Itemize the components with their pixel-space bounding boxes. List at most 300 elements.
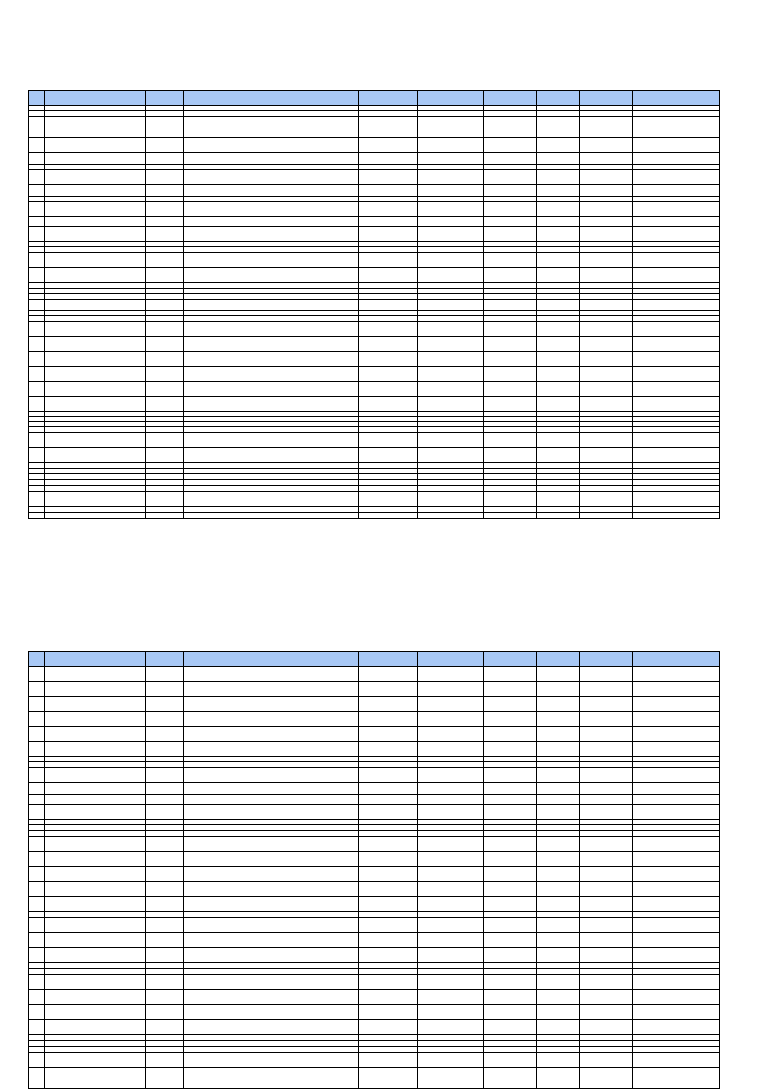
table-cell <box>418 513 484 519</box>
table-header-row <box>29 91 720 106</box>
header-cell <box>359 91 418 106</box>
table-cell <box>484 253 537 268</box>
table-cell <box>184 727 359 742</box>
table-cell <box>45 852 146 867</box>
table-cell <box>537 170 580 185</box>
table-cell <box>537 975 580 990</box>
table-cell <box>580 185 633 197</box>
table-cell <box>537 1068 580 1089</box>
table-cell <box>537 837 580 852</box>
table-cell <box>580 513 633 519</box>
table-cell <box>146 667 184 682</box>
table-cell <box>146 253 184 268</box>
table-cell <box>418 783 484 795</box>
table-cell <box>418 138 484 153</box>
table-cell <box>29 352 45 367</box>
table-row <box>29 667 720 682</box>
table-cell <box>45 918 146 933</box>
table-cell <box>418 448 484 463</box>
table-cell <box>633 882 720 897</box>
table-cell <box>633 990 720 1005</box>
table-cell <box>580 1020 633 1035</box>
table-cell <box>580 492 633 507</box>
table-row <box>29 795 720 805</box>
table-cell <box>418 433 484 448</box>
table-cell <box>29 397 45 412</box>
table-cell <box>484 768 537 783</box>
table-cell <box>359 433 418 448</box>
table-cell <box>484 513 537 519</box>
table-cell <box>184 742 359 757</box>
table-cell <box>537 217 580 227</box>
header-cell <box>537 91 580 106</box>
header-cell <box>633 91 720 106</box>
table-cell <box>633 852 720 867</box>
table-cell <box>484 795 537 805</box>
table-cell <box>633 697 720 712</box>
data-table-2 <box>28 651 720 1089</box>
table-cell <box>537 795 580 805</box>
table-cell <box>580 448 633 463</box>
table-cell <box>537 727 580 742</box>
table-cell <box>29 697 45 712</box>
table-cell <box>184 117 359 138</box>
table-cell <box>359 897 418 912</box>
table-cell <box>418 1005 484 1020</box>
table-cell <box>184 513 359 519</box>
table-row <box>29 185 720 197</box>
table-row <box>29 918 720 933</box>
table-cell <box>633 727 720 742</box>
table-row <box>29 805 720 820</box>
table-row <box>29 337 720 352</box>
table-cell <box>537 117 580 138</box>
table-cell <box>537 185 580 197</box>
table-cell <box>418 682 484 697</box>
table-cell <box>184 337 359 352</box>
table-cell <box>184 990 359 1005</box>
table-cell <box>418 382 484 397</box>
table-row <box>29 367 720 382</box>
table-cell <box>418 1020 484 1035</box>
table-cell <box>537 433 580 448</box>
table-cell <box>537 253 580 268</box>
table-cell <box>633 1020 720 1035</box>
table-cell <box>184 367 359 382</box>
table-cell <box>184 682 359 697</box>
table-cell <box>537 227 580 242</box>
table-cell <box>580 948 633 963</box>
table-header-row <box>29 652 720 667</box>
table-cell <box>484 990 537 1005</box>
table-cell <box>418 202 484 217</box>
table-cell <box>418 742 484 757</box>
table-cell <box>580 322 633 337</box>
table-cell <box>580 975 633 990</box>
table-cell <box>359 852 418 867</box>
table-cell <box>29 990 45 1005</box>
table-cell <box>146 185 184 197</box>
table-cell <box>484 352 537 367</box>
table-cell <box>146 1020 184 1035</box>
table-cell <box>418 217 484 227</box>
table-cell <box>45 682 146 697</box>
table-cell <box>146 382 184 397</box>
table-cell <box>359 712 418 727</box>
header-cell <box>29 91 45 106</box>
table-cell <box>359 948 418 963</box>
table-cell <box>184 492 359 507</box>
table-cell <box>146 712 184 727</box>
table-cell <box>29 933 45 948</box>
table-cell <box>537 202 580 217</box>
table-cell <box>418 253 484 268</box>
table-cell <box>580 337 633 352</box>
table-cell <box>418 1053 484 1068</box>
table-cell <box>418 322 484 337</box>
table-cell <box>580 795 633 805</box>
table-cell <box>633 667 720 682</box>
data-table-1 <box>28 90 720 519</box>
table-cell <box>633 837 720 852</box>
table-cell <box>484 448 537 463</box>
table-cell <box>45 433 146 448</box>
table-cell <box>580 217 633 227</box>
table-cell <box>29 153 45 165</box>
header-cell <box>45 91 146 106</box>
table-row <box>29 253 720 268</box>
table-cell <box>633 513 720 519</box>
table-cell <box>359 153 418 165</box>
table-cell <box>45 783 146 795</box>
table-cell <box>45 742 146 757</box>
table-cell <box>146 805 184 820</box>
table-cell <box>418 897 484 912</box>
table-cell <box>537 492 580 507</box>
table-cell <box>146 397 184 412</box>
table-cell <box>484 433 537 448</box>
table-cell <box>184 1005 359 1020</box>
table-cell <box>45 667 146 682</box>
table-cell <box>184 153 359 165</box>
table-cell <box>537 897 580 912</box>
table-cell <box>359 837 418 852</box>
table-cell <box>45 712 146 727</box>
table-cell <box>146 202 184 217</box>
table-cell <box>484 682 537 697</box>
table-cell <box>484 217 537 227</box>
table-cell <box>484 185 537 197</box>
table-cell <box>484 138 537 153</box>
table-cell <box>633 712 720 727</box>
table-cell <box>484 867 537 882</box>
table-cell <box>45 117 146 138</box>
table-row <box>29 202 720 217</box>
table-cell <box>418 185 484 197</box>
table-cell <box>359 727 418 742</box>
table-cell <box>418 712 484 727</box>
table-cell <box>146 1005 184 1020</box>
table-cell <box>45 217 146 227</box>
table-cell <box>359 1053 418 1068</box>
table-cell <box>184 805 359 820</box>
table-cell <box>418 397 484 412</box>
table-cell <box>633 117 720 138</box>
table-cell <box>359 795 418 805</box>
table-cell <box>29 712 45 727</box>
table-cell <box>146 492 184 507</box>
table-cell <box>484 337 537 352</box>
table-cell <box>45 975 146 990</box>
table-cell <box>633 448 720 463</box>
table-cell <box>45 202 146 217</box>
table-cell <box>580 933 633 948</box>
table-cell <box>359 185 418 197</box>
table-cell <box>184 852 359 867</box>
table-cell <box>29 783 45 795</box>
table-cell <box>45 253 146 268</box>
table-cell <box>45 300 146 311</box>
table-cell <box>184 712 359 727</box>
table-body <box>29 106 720 519</box>
header-cell <box>359 652 418 667</box>
table-cell <box>580 138 633 153</box>
table-cell <box>184 667 359 682</box>
table-cell <box>184 217 359 227</box>
table-cell <box>146 153 184 165</box>
table-cell <box>537 933 580 948</box>
table-cell <box>484 382 537 397</box>
table-cell <box>146 138 184 153</box>
table-cell <box>580 433 633 448</box>
table-cell <box>580 300 633 311</box>
table-cell <box>29 492 45 507</box>
header-cell <box>45 652 146 667</box>
table-cell <box>29 268 45 283</box>
table-cell <box>580 897 633 912</box>
table-cell <box>359 322 418 337</box>
table-cell <box>580 918 633 933</box>
table-cell <box>484 153 537 165</box>
table-row <box>29 227 720 242</box>
table-cell <box>633 867 720 882</box>
table-cell <box>633 138 720 153</box>
table-cell <box>359 217 418 227</box>
table-cell <box>146 170 184 185</box>
table-cell <box>418 867 484 882</box>
table-cell <box>29 882 45 897</box>
table-cell <box>633 337 720 352</box>
table-cell <box>418 492 484 507</box>
table-cell <box>484 397 537 412</box>
table-cell <box>359 253 418 268</box>
table-cell <box>45 322 146 337</box>
table-cell <box>45 897 146 912</box>
table-cell <box>146 918 184 933</box>
table-cell <box>45 805 146 820</box>
table-cell <box>580 1068 633 1089</box>
table-cell <box>537 712 580 727</box>
table-row <box>29 727 720 742</box>
table-cell <box>418 697 484 712</box>
table-cell <box>484 492 537 507</box>
table-cell <box>146 300 184 311</box>
table-cell <box>537 268 580 283</box>
table-cell <box>537 153 580 165</box>
table-cell <box>580 805 633 820</box>
table-cell <box>146 697 184 712</box>
table-cell <box>537 382 580 397</box>
table-cell <box>359 138 418 153</box>
table-cell <box>484 805 537 820</box>
table-cell <box>146 448 184 463</box>
table-cell <box>146 367 184 382</box>
table-cell <box>184 352 359 367</box>
table-cell <box>184 1053 359 1068</box>
table-cell <box>633 382 720 397</box>
table-cell <box>45 170 146 185</box>
table-cell <box>580 202 633 217</box>
table-cell <box>359 227 418 242</box>
table-cell <box>146 727 184 742</box>
table-row <box>29 742 720 757</box>
table-cell <box>484 727 537 742</box>
table-cell <box>359 1068 418 1089</box>
table-cell <box>45 882 146 897</box>
table-cell <box>537 697 580 712</box>
table-cell <box>29 202 45 217</box>
table-cell <box>633 682 720 697</box>
table-row <box>29 268 720 283</box>
table-cell <box>184 268 359 283</box>
table-cell <box>29 805 45 820</box>
header-cell <box>418 91 484 106</box>
table-cell <box>359 202 418 217</box>
table-cell <box>29 1005 45 1020</box>
table-cell <box>418 352 484 367</box>
table-cell <box>633 742 720 757</box>
table-cell <box>359 268 418 283</box>
table-cell <box>45 492 146 507</box>
table-cell <box>359 397 418 412</box>
table-row <box>29 783 720 795</box>
table-cell <box>29 448 45 463</box>
table-row <box>29 768 720 783</box>
header-cell <box>537 652 580 667</box>
table-cell <box>184 322 359 337</box>
table-cell <box>418 975 484 990</box>
table-cell <box>418 990 484 1005</box>
table-cell <box>29 337 45 352</box>
table-cell <box>146 117 184 138</box>
table-cell <box>29 897 45 912</box>
table-cell <box>45 337 146 352</box>
header-cell <box>184 91 359 106</box>
header-cell <box>29 652 45 667</box>
table-cell <box>633 300 720 311</box>
table-row <box>29 300 720 311</box>
table-cell <box>418 852 484 867</box>
table-row <box>29 433 720 448</box>
table-cell <box>184 697 359 712</box>
table-cell <box>29 768 45 783</box>
table-cell <box>484 170 537 185</box>
table-cell <box>633 433 720 448</box>
table-cell <box>537 948 580 963</box>
table-cell <box>537 742 580 757</box>
table-cell <box>580 768 633 783</box>
table-cell <box>184 185 359 197</box>
table-row <box>29 852 720 867</box>
table-cell <box>484 742 537 757</box>
header-cell <box>580 91 633 106</box>
table-cell <box>146 1068 184 1089</box>
table-cell <box>45 727 146 742</box>
table-cell <box>29 918 45 933</box>
table-row <box>29 153 720 165</box>
table-cell <box>537 867 580 882</box>
table-cell <box>146 513 184 519</box>
table-row <box>29 170 720 185</box>
table-cell <box>537 768 580 783</box>
table-cell <box>484 712 537 727</box>
table-cell <box>537 397 580 412</box>
table-cell <box>359 975 418 990</box>
table-cell <box>359 170 418 185</box>
table-cell <box>580 867 633 882</box>
table-cell <box>418 933 484 948</box>
table-cell <box>633 795 720 805</box>
table-cell <box>418 300 484 311</box>
table-cell <box>580 727 633 742</box>
table-cell <box>359 117 418 138</box>
table-cell <box>29 322 45 337</box>
table-cell <box>537 918 580 933</box>
header-cell <box>418 652 484 667</box>
table-cell <box>359 448 418 463</box>
table-cell <box>184 783 359 795</box>
table-cell <box>359 990 418 1005</box>
header-cell <box>184 652 359 667</box>
table-cell <box>29 667 45 682</box>
table-cell <box>29 217 45 227</box>
table-cell <box>537 513 580 519</box>
table-cell <box>580 837 633 852</box>
table-cell <box>45 397 146 412</box>
table-cell <box>633 948 720 963</box>
table-row <box>29 933 720 948</box>
table-cell <box>45 697 146 712</box>
table-row <box>29 513 720 519</box>
table-cell <box>45 185 146 197</box>
table-cell <box>633 768 720 783</box>
table-cell <box>29 948 45 963</box>
table-cell <box>580 117 633 138</box>
table-cell <box>359 382 418 397</box>
table-cell <box>359 682 418 697</box>
table-cell <box>184 300 359 311</box>
table-cell <box>418 1068 484 1089</box>
header-cell <box>633 652 720 667</box>
table-cell <box>359 697 418 712</box>
table-cell <box>184 867 359 882</box>
table-cell <box>359 337 418 352</box>
table-row <box>29 882 720 897</box>
table-cell <box>580 742 633 757</box>
table-cell <box>633 253 720 268</box>
table-cell <box>418 727 484 742</box>
table-cell <box>580 1053 633 1068</box>
